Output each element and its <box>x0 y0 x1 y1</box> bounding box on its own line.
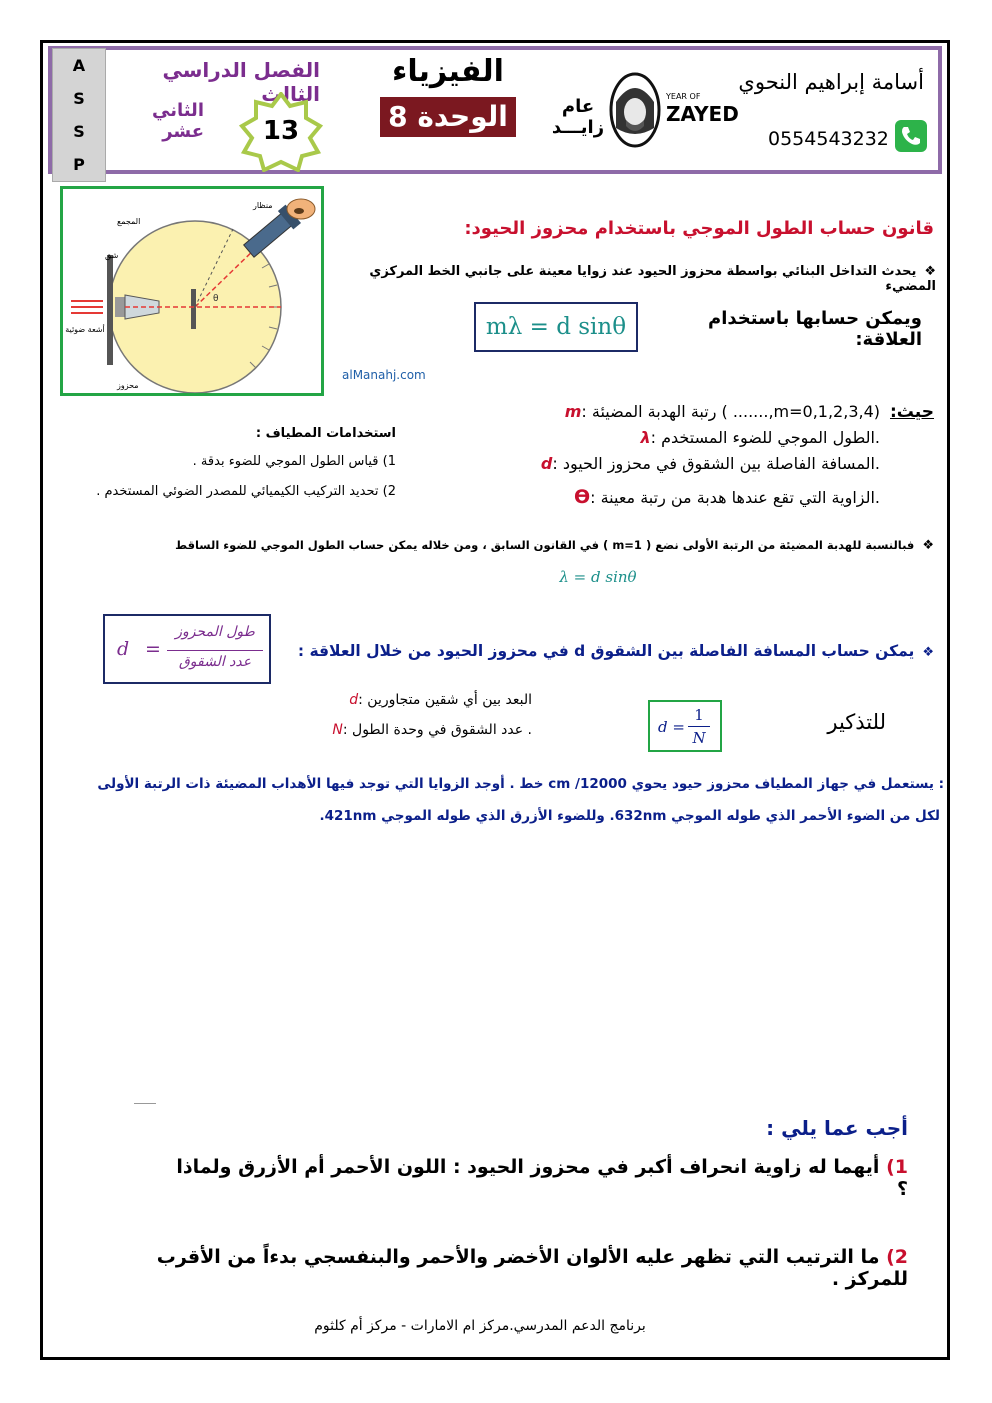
zayed-arabic: عام زايـــد <box>551 96 605 138</box>
uses-title: استخدامات المطياف : <box>255 426 396 441</box>
phone-icon <box>895 120 927 152</box>
d-formula-lhs: d <box>117 638 130 660</box>
definition-theta-text: : الزاوية التي تقع عندها هدبة من رتبة معينة. <box>590 488 880 507</box>
calc-text: ويمكن حسابها باستخدام العلاقة: <box>708 308 922 350</box>
assp-letter: A <box>72 56 86 75</box>
definition-m <box>520 402 880 421</box>
phone-number: 0554543232 <box>768 128 889 150</box>
definition-theta <box>520 486 880 508</box>
symbol-n: N <box>332 722 343 738</box>
bullet-first-order <box>90 538 934 553</box>
footer: برنامج الدعم المدرسي.مركز ام الامارات - مركز أم كلثوم <box>314 1318 646 1334</box>
definition-m-text: : رتبة الهدبة المضيئة ( .......,m=0,1,2,3,4) <box>581 402 880 421</box>
d-formula-numerator: طول المحزوز <box>175 624 255 640</box>
bullet-first-order-text: فبالنسبة للهدبة المضيئة من الرتبة الأولى نضع ( m=1 ) في القانون السابق ، ومن خلاله يمكن حساب الطول الموجي للضوء الساقط <box>175 538 915 552</box>
assp-letter: S <box>73 122 85 141</box>
fraction-bar <box>167 650 263 651</box>
collimator-label: المجمع <box>117 217 141 226</box>
unit-label: الوحدة 8 <box>380 97 516 137</box>
question-number: 1) <box>886 1156 908 1178</box>
problem-line-1: : يستعمل في جهاز المطياف محزوز حيود يحوي 12000/ cm خط . أوجد الزوايا التي توجد فيها الأهداب المضيئة ذات الرتبة الأولى <box>97 776 944 792</box>
definition-d-text: : المسافة الفاصلة بين الشقوق في محزوز الحيود. <box>552 454 880 473</box>
definition-lambda <box>520 428 880 447</box>
reminder-formula-lhs: d = <box>658 718 685 736</box>
telescope-label: منظار <box>253 201 273 210</box>
teacher-name: أسامة إبراهيم النحوي <box>738 70 924 94</box>
grating-label: محزوز <box>117 381 139 390</box>
symbol-lambda: λ <box>640 428 651 447</box>
definition-d-spacing-text: : البعد بين أي شقين متجاورين <box>358 692 532 708</box>
question-number: 2) <box>886 1246 908 1268</box>
assp-column <box>52 48 106 182</box>
where-label: حيث: <box>890 402 934 422</box>
reminder-formula-numerator: 1 <box>694 706 704 724</box>
definition-d-spacing <box>300 692 532 708</box>
assp-letter: S <box>73 89 85 108</box>
question-text: ما الترتيب التي تظهر عليه الألوان الأخضر والأحمر والبنفسجي بدءاً من الأقرب للمركز . <box>156 1246 908 1290</box>
main-formula: mλ = d sinθ <box>474 302 638 352</box>
slit-label: شق <box>105 251 119 260</box>
fraction-bar <box>688 726 710 727</box>
reminder-formula-box <box>648 700 722 752</box>
symbol-m: m <box>564 402 582 421</box>
questions-title: أجب عما يلي : <box>766 1116 908 1140</box>
symbol-d: d <box>540 454 553 473</box>
definition-lambda-text: : الطول الموجي للضوء المستخدم. <box>650 428 880 447</box>
question-item <box>130 1246 908 1290</box>
reminder-formula-denominator: N <box>692 729 706 747</box>
bullet-slit-spacing <box>284 642 934 660</box>
angle-label: θ <box>213 294 219 304</box>
definition-n-text: : عدد الشقوق في وحدة الطول . <box>342 722 532 738</box>
subject-title: الفيزياء <box>392 54 504 89</box>
use-item: 2) تحديد التركيب الكيميائي للمصدر الضوئي المستخدم . <box>96 484 396 499</box>
question-item <box>170 1156 908 1200</box>
grade-label: الثاني عشر <box>151 100 204 142</box>
zayed-english: ZAYED <box>666 102 739 126</box>
bullet-slit-spacing-text: يمكن حساب المسافة الفاصلة بين الشقوق d في محزوز الحيود من خلال العلاقة : <box>297 642 915 660</box>
spectrometer-diagram <box>60 186 324 396</box>
question-text: أيهما له زاوية انحراف أكبر في محزوز الحيود : اللون الأحمر أم الأزرق ولماذا ؟ <box>176 1156 908 1200</box>
assp-letter: P <box>73 155 85 174</box>
lesson-number: 13 <box>262 116 300 146</box>
problem-line-2: لكل من الضوء الأحمر الذي طوله الموجي 632nm. وللضوء الأزرق الذي طوله الموجي 421nm. <box>319 808 940 824</box>
divider <box>134 1103 156 1104</box>
watermark: alManahj.com <box>342 368 426 382</box>
use-item: 1) قياس الطول الموجي للضوء بدقة . <box>192 454 396 469</box>
d-formula-box <box>103 614 271 684</box>
light-label: أشعة ضوئية <box>65 325 105 334</box>
zayed-year-of: YEAR OF <box>666 92 701 101</box>
first-order-formula: λ = d sinθ <box>559 568 637 586</box>
zayed-portrait-icon <box>608 68 662 150</box>
reminder-label: للتذكير <box>827 710 886 734</box>
section-title: قانون حساب الطول الموجي باستخدام محزوز الحيود: <box>464 218 934 239</box>
spectrometer-drawing <box>63 189 321 393</box>
definition-d <box>510 454 880 473</box>
definition-n <box>300 722 532 738</box>
symbol-theta: Ɵ <box>573 486 591 508</box>
d-formula-eq: = <box>145 638 161 660</box>
d-formula-denominator: عدد الشقوق <box>178 654 252 670</box>
bullet-constructive-interference: ❖ يحدث التداخل البنائي بواسطة محزوز الحيود عند زوايا معينة على جانبي الخط المركزي المضيء <box>340 264 936 294</box>
symbol-d: d <box>349 692 359 708</box>
term-label: الفصل الدراسي الثالث <box>162 58 320 106</box>
